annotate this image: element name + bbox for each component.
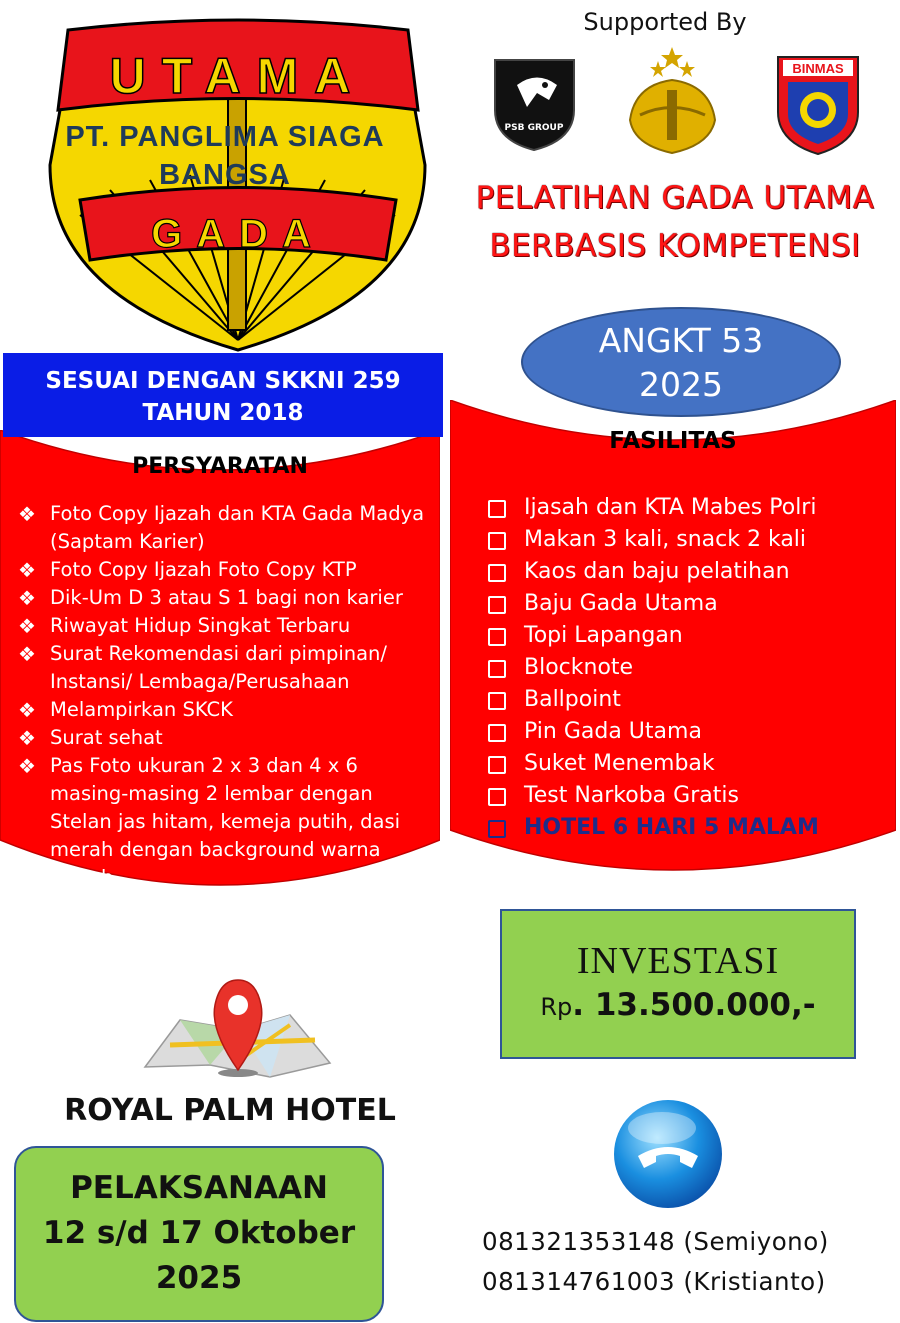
list-item: Kaos dan baju pelatihan (488, 556, 888, 588)
diamond-bullet-icon: ❖ (18, 642, 36, 666)
checkbox-bullet-icon (488, 628, 506, 646)
checkbox-bullet-icon (488, 724, 506, 742)
title-line-2: BERBASIS KOMPETENSI (489, 228, 861, 264)
list-item: Suket Menembak (488, 748, 888, 780)
facilities-heading: FASILITAS (609, 428, 737, 454)
skkni-line-2: TAHUN 2018 (142, 400, 304, 426)
company-name-line-2: BANGSA (159, 159, 291, 191)
investment-amount (502, 987, 854, 1023)
company-name-line-1: PT. PANGLIMA SIAGA (65, 121, 385, 153)
diamond-bullet-icon: ❖ (18, 586, 36, 610)
supported-by-label: Supported By (583, 8, 747, 36)
list-item: ❖ Surat Rekomendasi dari pimpinan/ Instansi/ Lembaga/Perusahaan (18, 642, 387, 693)
checkbox-bullet-icon (488, 564, 506, 582)
map-pin-icon (140, 975, 335, 1085)
binmas-logo (773, 52, 863, 157)
list-item: ❖ Pas Foto ukuran 2 x 3 dan 4 x 6 masing-masing 2 lembar dengan Stelan jas hitam, kemeja putih, dasi merah dengan background warna merah (18, 754, 401, 889)
batch-year: 2025 (639, 365, 723, 404)
checkbox-bullet-icon (488, 788, 506, 806)
currency-label: Rp (540, 993, 573, 1021)
company-name (20, 118, 430, 194)
execution-dates: 12 s/d 17 Oktober (42, 1215, 356, 1251)
list-item: Baju Gada Utama (488, 588, 888, 620)
list-item: ❖ Dik-Um D 3 atau S 1 bagi non karier (18, 586, 403, 610)
checkbox-bullet-icon (488, 532, 506, 550)
logo-word-bottom: GADA (151, 212, 325, 256)
diamond-bullet-icon: ❖ (18, 726, 36, 750)
diamond-bullet-icon: ❖ (18, 502, 36, 526)
execution-label: PELAKSANAAN (70, 1170, 328, 1206)
list-item: ❖ Foto Copy Ijazah dan KTA Gada Madya (Saptam Karier) (18, 502, 425, 553)
diamond-bullet-icon: ❖ (18, 614, 36, 638)
diamond-bullet-icon: ❖ (18, 698, 36, 722)
amount-value: . 13.500.000,- (572, 987, 816, 1023)
list-item: ❖ Surat sehat (18, 726, 163, 750)
diamond-bullet-icon: ❖ (18, 754, 36, 778)
facilities-list (488, 492, 888, 844)
requirements-heading: PERSYARATAN (132, 454, 308, 479)
police-emblem-logo (620, 45, 725, 155)
list-item: Makan 3 kali, snack 2 kali (488, 524, 888, 556)
execution-box (14, 1146, 384, 1322)
list-item: ❖ Melampirkan SKCK (18, 698, 233, 722)
list-item: Test Narkoba Gratis (488, 780, 888, 812)
skkni-banner (3, 353, 443, 437)
facility-highlight: HOTEL 6 HARI 5 MALAM (488, 812, 888, 844)
list-item: ❖ Foto Copy Ijazah Foto Copy KTP (18, 558, 357, 582)
checkbox-bullet-icon (488, 660, 506, 678)
list-item: Blocknote (488, 652, 888, 684)
contact-phone: 081314761003 (Kristianto) (482, 1267, 826, 1296)
list-item: Pin Gada Utama (488, 716, 888, 748)
contact-list (482, 1222, 892, 1302)
logo-word-top: UTAMA (109, 48, 367, 104)
diamond-bullet-icon: ❖ (18, 558, 36, 582)
list-item: Ijasah dan KTA Mabes Polri (488, 492, 888, 524)
contact-phone: 081321353148 (Semiyono) (482, 1227, 829, 1256)
execution-year: 2025 (155, 1260, 243, 1296)
skkni-line-1: SESUAI DENGAN SKKNI 259 (45, 368, 401, 394)
title-line-1: PELATIHAN GADA UTAMA (475, 180, 875, 216)
venue-name: ROYAL PALM HOTEL (64, 1093, 396, 1128)
checkbox-bullet-icon (488, 500, 506, 518)
list-item: ❖ Riwayat Hidup Singkat Terbaru (18, 614, 351, 638)
investment-box (500, 909, 856, 1059)
phone-icon (612, 1098, 724, 1210)
psb-group-text: PSB GROUP (504, 123, 564, 133)
requirements-panel (0, 430, 440, 910)
batch-number: ANGKT 53 (598, 321, 764, 360)
checkbox-bullet-icon (488, 756, 506, 774)
investment-label: INVESTASI (576, 940, 780, 982)
psb-group-logo (487, 55, 582, 152)
list-item: Ballpoint (488, 684, 888, 716)
checkbox-bullet-icon (488, 596, 506, 614)
facilities-panel (450, 400, 896, 890)
binmas-text: BINMAS (792, 61, 844, 76)
checkbox-bullet-icon (488, 820, 506, 838)
list-item: Topi Lapangan (488, 620, 888, 652)
checkbox-bullet-icon (488, 692, 506, 710)
requirements-list (10, 500, 430, 892)
